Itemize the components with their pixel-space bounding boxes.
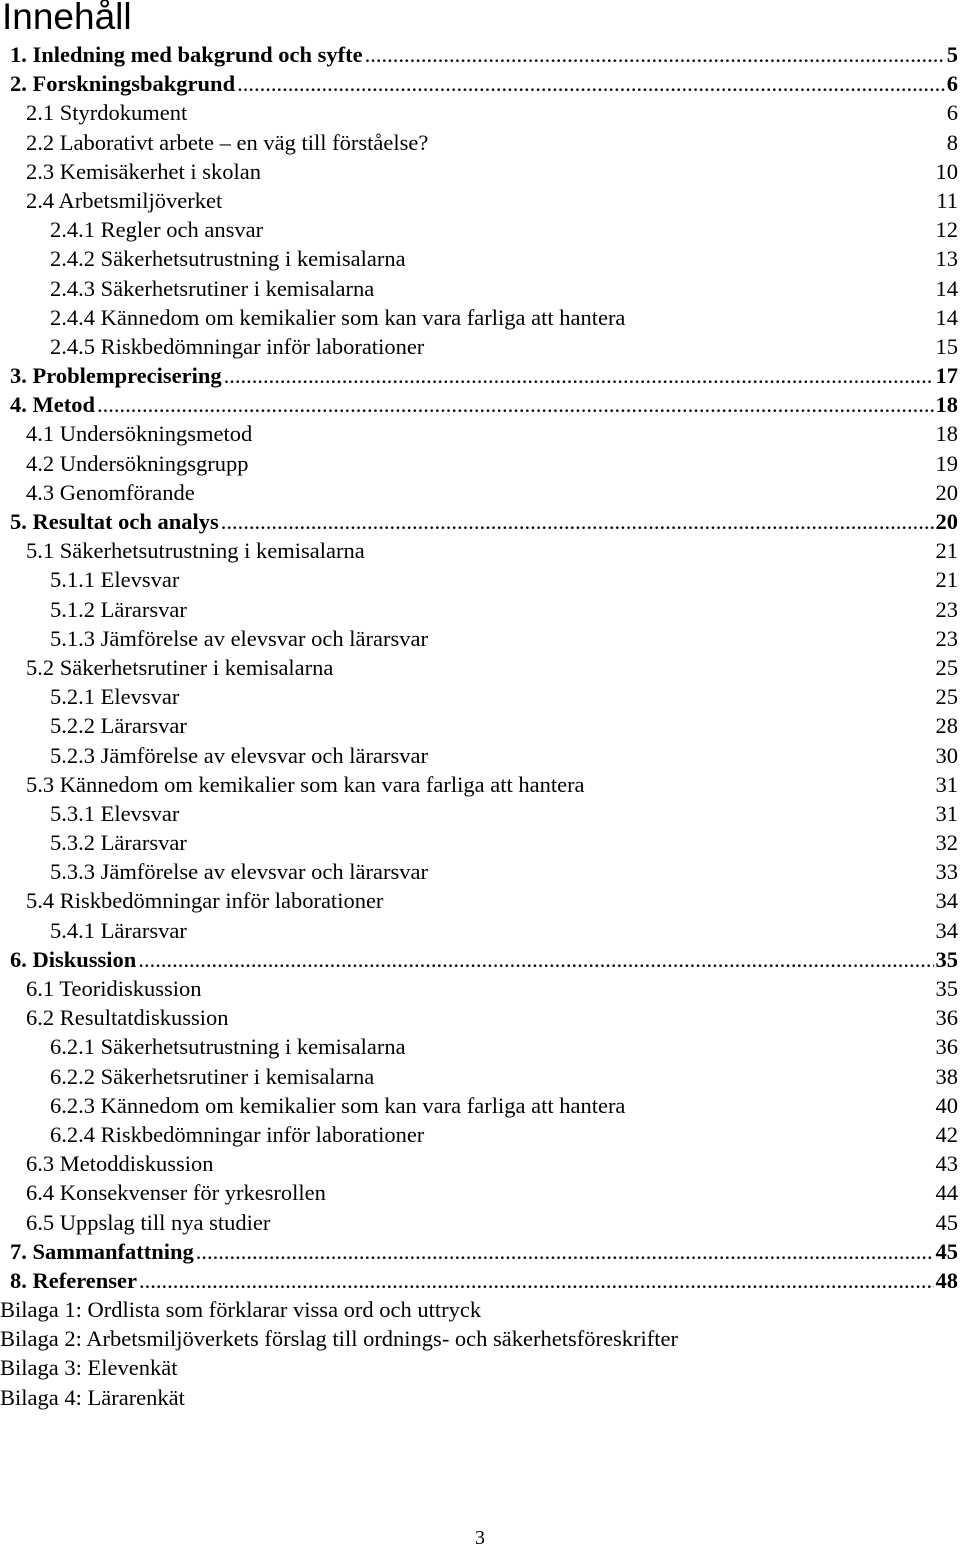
toc-entry-label: 2.2 Laborativt arbete – en väg till förståelse?	[26, 129, 429, 155]
toc-entry-page: 45	[935, 1209, 958, 1235]
toc-entry[interactable]	[0, 1062, 960, 1091]
toc-entry-label: Bilaga 3: Elevenkät	[0, 1355, 178, 1381]
toc-entry-page: 6	[946, 100, 958, 126]
toc-entry-label: 5. Resultat och analys	[10, 509, 219, 534]
toc-entry-page: 30	[935, 742, 958, 768]
toc-entry[interactable]	[0, 1208, 960, 1237]
toc-entry-label: 5.3.2 Lärarsvar	[50, 830, 187, 856]
toc-entry-page: 12	[935, 217, 958, 243]
toc-entry-page: 14	[935, 275, 958, 301]
toc-entry-label: 5.1 Säkerhetsutrustning i kemisalarna	[26, 538, 365, 564]
toc-entry-label: 5.1.1 Elevsvar	[50, 567, 180, 593]
toc-entry[interactable]	[0, 770, 960, 799]
toc-entry-label: 2. Forskningsbakgrund	[10, 71, 236, 97]
toc-entry-label: Bilaga 4: Lärarenkät	[0, 1384, 185, 1410]
toc-entry-label: 5.4.1 Lärarsvar	[50, 917, 187, 943]
toc-dot-leader	[221, 507, 934, 536]
toc-entry-label: 5.1.3 Jämförelse av elevsvar och lärarsvar	[50, 625, 428, 651]
toc-dot-leader	[365, 40, 945, 69]
toc-entry-page: 8	[946, 129, 958, 155]
toc-entry-label: 5.3.1 Elevsvar	[50, 800, 180, 826]
toc-entry[interactable]	[0, 186, 960, 215]
toc-entry-label: 6.2.1 Säkerhetsutrustning i kemisalarna	[50, 1034, 406, 1060]
toc-entry[interactable]	[0, 945, 960, 974]
toc-entry[interactable]	[0, 1149, 960, 1178]
toc-entry-page: 33	[935, 859, 958, 885]
toc-entry-page: 15	[935, 333, 958, 359]
toc-entry-page: 25	[935, 654, 958, 680]
toc-entry-label: 2.4.5 Riskbedömningar inför laborationer	[50, 333, 425, 359]
toc-entry-label: 5.3 Kännedom om kemikalier som kan vara farliga att hantera	[26, 771, 585, 797]
toc-entry-label: 2.4 Arbetsmiljöverket	[26, 187, 223, 213]
toc-entry-page: 13	[935, 246, 958, 272]
toc-entry-page: 38	[935, 1063, 958, 1089]
toc-entry-label: 6.3 Metoddiskussion	[26, 1151, 214, 1177]
toc-entry-label: 4.2 Undersökningsgrupp	[26, 450, 249, 476]
toc-entry[interactable]	[0, 974, 960, 1003]
toc-entry-label: 2.4.4 Kännedom om kemikalier som kan vara farliga att hantera	[50, 304, 626, 330]
toc-entry[interactable]	[0, 595, 960, 624]
toc-entry-label: 5.2 Säkerhetsrutiner i kemisalarna	[26, 654, 334, 680]
appendix-entry[interactable]	[0, 1295, 960, 1324]
toc-entry[interactable]	[0, 478, 960, 507]
toc-entry-label: 6.2.3 Kännedom om kemikalier som kan vara farliga att hantera	[50, 1092, 626, 1118]
toc-entry-page: 18	[935, 421, 958, 447]
toc-entry-page: 35	[935, 946, 958, 972]
toc-entry[interactable]	[0, 799, 960, 828]
toc-entry-page: 45	[935, 1238, 958, 1264]
toc-entry-page: 20	[935, 479, 958, 505]
toc-entry[interactable]	[0, 711, 960, 740]
page-title: Innehåll	[2, 0, 132, 37]
toc-entry-label: 4.3 Genomförande	[26, 479, 195, 505]
toc-entry[interactable]	[0, 128, 960, 157]
toc-entry-label: 6.2.2 Säkerhetsrutiner i kemisalarna	[50, 1063, 375, 1089]
toc-entry[interactable]	[0, 1120, 960, 1149]
toc-entry[interactable]	[0, 536, 960, 565]
toc-entry-label: 6.4 Konsekvenser för yrkesrollen	[26, 1180, 326, 1206]
toc-dot-leader	[138, 945, 933, 974]
toc-entry-page: 14	[935, 304, 958, 330]
toc-entry[interactable]	[0, 157, 960, 186]
toc-entry-label: 2.4.3 Säkerhetsrutiner i kemisalarna	[50, 275, 375, 301]
toc-entry-page: 31	[935, 771, 958, 797]
toc-entry-label: 4. Metod	[10, 392, 95, 418]
toc-entry[interactable]	[0, 390, 960, 419]
toc-entry-label: 6.2.4 Riskbedömningar inför laborationer	[50, 1121, 425, 1147]
toc-entry[interactable]	[0, 361, 960, 390]
toc-entry-page: 5	[946, 42, 958, 67]
toc-entry[interactable]	[0, 565, 960, 594]
toc-entry[interactable]	[0, 303, 960, 332]
toc-entry-page: 25	[935, 684, 958, 710]
toc-entry-page: 10	[935, 158, 958, 184]
toc-entry-page: 19	[935, 450, 958, 476]
toc-entry-page: 35	[935, 976, 958, 1001]
toc-entry[interactable]	[0, 624, 960, 653]
toc-entry[interactable]	[0, 69, 960, 98]
toc-entry-label: 5.4 Riskbedömningar inför laborationer	[26, 888, 384, 914]
toc-entry-label: 3. Problemprecisering	[10, 363, 222, 389]
toc-entry-page: 21	[935, 538, 958, 564]
toc-entry[interactable]	[0, 653, 960, 682]
toc-entry-label: 5.1.2 Lärarsvar	[50, 596, 187, 622]
toc-dot-leader	[139, 1266, 933, 1295]
appendix-entry[interactable]	[0, 1324, 960, 1353]
toc-entry[interactable]	[0, 507, 960, 536]
toc-entry[interactable]	[0, 244, 960, 273]
toc-entry[interactable]	[0, 332, 960, 361]
toc-entry[interactable]	[0, 1178, 960, 1207]
toc-entry[interactable]	[0, 274, 960, 303]
toc-entry-page: 18	[935, 392, 958, 418]
toc-entry[interactable]	[0, 449, 960, 478]
appendix-entry[interactable]	[0, 1383, 960, 1412]
toc-entry-page: 21	[935, 567, 958, 593]
toc-entry-page: 43	[935, 1151, 958, 1177]
toc-entry-page: 34	[935, 917, 958, 943]
toc-entry-page: 40	[935, 1092, 958, 1118]
appendix-entry[interactable]	[0, 1353, 960, 1382]
toc-entry-page: 17	[935, 363, 958, 389]
toc-dot-leader	[196, 1237, 934, 1266]
toc-entry-label: 5.2.1 Elevsvar	[50, 684, 180, 710]
toc-entry-label: 4.1 Undersökningsmetod	[26, 421, 253, 447]
toc-entry-page: 36	[935, 1034, 958, 1060]
toc-entry-page: 28	[935, 713, 958, 739]
toc-entry-label: 5.3.3 Jämförelse av elevsvar och lärarsvar	[50, 859, 428, 885]
toc-entry[interactable]	[0, 419, 960, 448]
toc-entry[interactable]	[0, 1032, 960, 1061]
toc-entry-page: 20	[935, 509, 958, 534]
toc-entry[interactable]	[0, 682, 960, 711]
toc-entry-label: Bilaga 1: Ordlista som förklarar vissa ord och uttryck	[0, 1297, 482, 1323]
toc-entry-label: 8. Referenser	[10, 1267, 138, 1293]
toc-entry-label: 7. Sammanfattning	[10, 1238, 194, 1264]
toc-entry-label: Bilaga 2: Arbetsmiljöverkets förslag till ordnings- och säkerhetsföreskrifter	[0, 1326, 678, 1352]
toc-entry-page: 23	[935, 596, 958, 622]
page-number: 3	[475, 1527, 485, 1549]
toc-entry[interactable]	[0, 98, 960, 127]
toc-entry-label: 6. Diskussion	[10, 946, 137, 972]
toc-dot-leader	[97, 390, 934, 419]
toc-entry-page: 23	[935, 625, 958, 651]
toc-entry-label: 2.4.1 Regler och ansvar	[50, 217, 264, 243]
toc-entry-page: 42	[935, 1121, 958, 1147]
toc-entry-page: 36	[935, 1005, 958, 1031]
toc-entry[interactable]	[0, 1091, 960, 1120]
toc-entry[interactable]	[0, 215, 960, 244]
toc-entry[interactable]	[0, 916, 960, 945]
toc-dot-leader	[237, 69, 945, 98]
toc-entry-label: 6.2 Resultatdiskussion	[26, 1005, 229, 1031]
toc-entry[interactable]	[0, 828, 960, 857]
toc-entry-page: 34	[935, 888, 958, 914]
toc-entry-page: 32	[935, 830, 958, 856]
toc-entry[interactable]	[0, 1237, 960, 1266]
toc-entry[interactable]	[0, 1003, 960, 1032]
toc-entry[interactable]	[0, 40, 960, 69]
toc-dot-leader	[224, 361, 934, 390]
toc-entry-page: 44	[935, 1180, 958, 1206]
toc-entry[interactable]	[0, 886, 960, 915]
table-of-contents	[0, 40, 960, 1412]
toc-entry[interactable]	[0, 741, 960, 770]
toc-entry-page: 6	[946, 71, 958, 97]
toc-entry-label: 2.3 Kemisäkerhet i skolan	[26, 158, 261, 184]
toc-entry-label: 6.1 Teoridiskussion	[26, 976, 202, 1001]
toc-entry-label: 1. Inledning med bakgrund och syfte	[10, 42, 363, 67]
toc-entry-page: 11	[936, 187, 958, 213]
toc-entry-label: 2.1 Styrdokument	[26, 100, 188, 126]
toc-entry-label: 2.4.2 Säkerhetsutrustning i kemisalarna	[50, 246, 406, 272]
toc-entry[interactable]	[0, 1266, 960, 1295]
toc-entry-label: 6.5 Uppslag till nya studier	[26, 1209, 271, 1235]
toc-entry-label: 5.2.2 Lärarsvar	[50, 713, 187, 739]
toc-entry-page: 31	[935, 800, 958, 826]
toc-entry-label: 5.2.3 Jämförelse av elevsvar och lärarsvar	[50, 742, 428, 768]
toc-entry[interactable]	[0, 857, 960, 886]
toc-entry-page: 48	[935, 1267, 958, 1293]
